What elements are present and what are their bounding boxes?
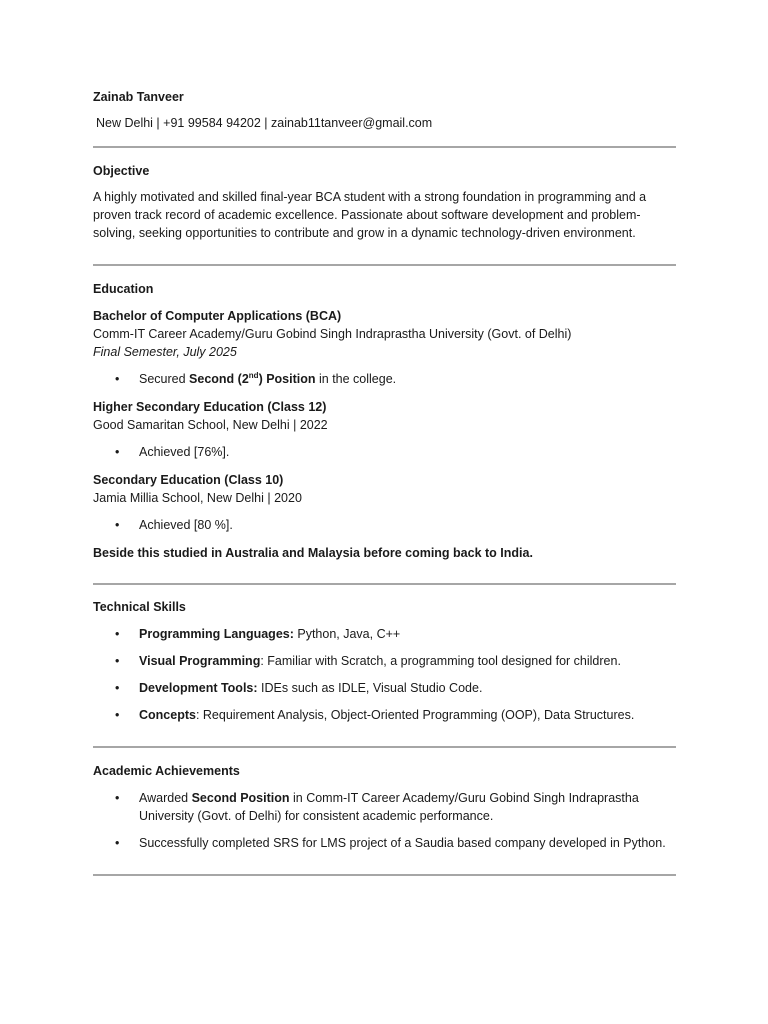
bullet-bold-text: ) Position	[258, 372, 316, 386]
achievements-list	[93, 789, 676, 852]
list-item	[93, 789, 676, 825]
list-item	[93, 370, 676, 388]
bca-institution: Comm-IT Career Academy/Guru Gobind Singh Indraprastha University (Govt. of Delhi)	[93, 327, 572, 341]
divider	[93, 146, 676, 148]
bullet-text: Secured	[139, 372, 190, 386]
divider	[93, 583, 676, 585]
list-item: • Achieved [80 %].	[93, 516, 676, 534]
education-note: Beside this studied in Australia and Malaysia before coming back to India.	[93, 546, 533, 560]
skill-text: : Familiar with Scratch, a programming tool designed for children.	[260, 654, 621, 668]
ordinal-superscript: nd	[248, 370, 259, 380]
achievement-text: in Comm-IT Career Academy/Guru Gobind Singh Indraprastha University (Govt. of Delhi) for consistent academic performance.	[139, 791, 639, 823]
bca-date: Final Semester, July 2025	[93, 345, 237, 359]
skill-text: : Requirement Analysis, Object-Oriented Programming (OOP), Data Structures.	[195, 708, 635, 722]
skill-label: Visual Programming	[139, 654, 261, 668]
list-item	[93, 652, 676, 670]
class12-bullets	[93, 443, 676, 461]
achievement-text: Awarded	[139, 791, 192, 805]
skill-label: Concepts	[139, 708, 196, 722]
class12-degree: Higher Secondary Education (Class 12)	[93, 400, 327, 414]
objective-heading: Objective	[93, 164, 150, 178]
class10-institution: Jamia Millia School, New Delhi | 2020	[93, 491, 302, 505]
divider	[93, 746, 676, 748]
list-item: • Successfully completed SRS for LMS project of a Saudia based company developed in Python.	[93, 834, 676, 852]
resume-content	[93, 88, 676, 876]
contact-line: New Delhi | +91 99584 94202 | zainab11tanveer@gmail.com	[96, 116, 433, 130]
list-item	[93, 625, 676, 643]
education-heading: Education	[93, 282, 154, 296]
objective-text: A highly motivated and skilled final-year BCA student with a strong foundation in programming and a proven track record of academic excellence. Passionate about software development and problem-solving, seeking opportunities to contribute and grow in a dynamic technology-driven environment.	[93, 190, 647, 240]
skill-text: IDEs such as IDLE, Visual Studio Code.	[257, 681, 483, 695]
skill-label: Development Tools:	[139, 681, 258, 695]
skills-list	[93, 625, 676, 724]
divider	[93, 264, 676, 266]
bca-bullets	[93, 370, 676, 388]
class12-institution: Good Samaritan School, New Delhi | 2022	[93, 418, 328, 432]
bullet-bold-text: Second (2	[189, 372, 249, 386]
class10-bullets	[93, 516, 676, 534]
list-item: • Achieved [76%].	[93, 443, 676, 461]
skill-text: Python, Java, C++	[293, 627, 401, 641]
class10-degree: Secondary Education (Class 10)	[93, 473, 284, 487]
list-item	[93, 706, 676, 724]
skills-heading: Technical Skills	[93, 600, 186, 614]
divider	[93, 874, 676, 876]
bullet-text: in the college.	[315, 372, 397, 386]
candidate-name: Zainab Tanveer	[93, 90, 184, 104]
list-item	[93, 679, 676, 697]
bca-degree: Bachelor of Computer Applications (BCA)	[93, 309, 342, 323]
achievement-bold-text: Second Position	[191, 791, 290, 805]
achievements-heading: Academic Achievements	[93, 764, 240, 778]
skill-label: Programming Languages:	[139, 627, 294, 641]
